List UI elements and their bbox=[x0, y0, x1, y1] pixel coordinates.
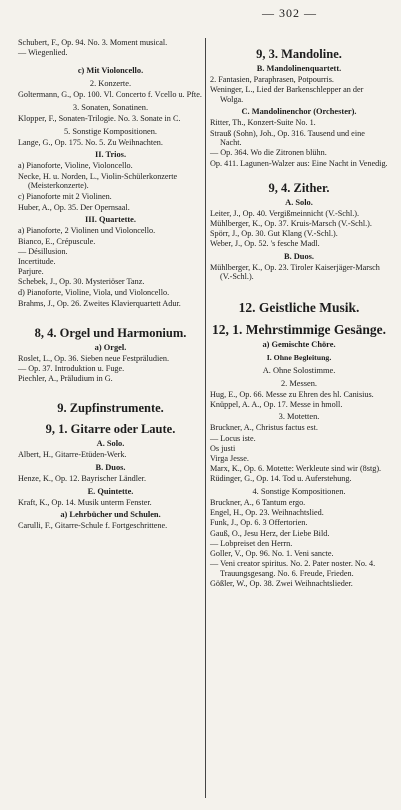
catalog-entry: Marx, K., Op. 6. Motette: Werkleute sind wir (8stg). bbox=[210, 464, 382, 474]
catalog-entry: Virga Jesse. bbox=[210, 454, 249, 463]
subsection-heading: a) Gemischte Chöre. bbox=[262, 339, 336, 349]
catalog-entry: Incertitude. bbox=[18, 257, 56, 267]
catalog-entry: — Op. 37. Introduktion u. Fuge. bbox=[18, 364, 125, 374]
catalog-entry: 2. Fantasien, Paraphrasen, Potpourris. bbox=[210, 75, 334, 84]
catalog-entry: Os justi bbox=[210, 443, 236, 453]
catalog-entry: Gauß, O., Jesu Herz, der Liebe Bild. bbox=[210, 528, 330, 538]
subsection-heading: B. Duos. bbox=[95, 463, 126, 472]
subsection-heading: a) Orgel. bbox=[94, 342, 127, 352]
section-heading: 12. Geistliche Musik. bbox=[238, 299, 360, 315]
subsection-heading: B. Mandolinenquartett. bbox=[256, 64, 342, 73]
catalog-entry: Bruckner, A., 6 Tantum ergo. bbox=[210, 497, 306, 507]
catalog-entry: — Op. 364. Wo die Zitronen blühn. bbox=[210, 148, 327, 158]
catalog-entry: Mühlberger, K., Op. 23. Tiroler Kaiserjäger-Marsch (V.-Schl.). bbox=[210, 262, 380, 282]
catalog-entry: Piechler, A., Präludium in G. bbox=[18, 374, 113, 384]
section-heading: 9, 1. Gitarre oder Laute. bbox=[45, 422, 176, 437]
subsection-heading: E. Quintette. bbox=[87, 486, 134, 496]
catalog-entry: Spörr, J., Op. 30. Gut Klang (V.-Schl.). bbox=[210, 229, 338, 239]
catalog-entry: Henze, K., Op. 12. Bayrischer Ländler. bbox=[18, 474, 147, 483]
catalog-entry: Rüdinger, G., Op. 14. Tod u. Auferstehung. bbox=[210, 474, 352, 484]
catalog-entry: Weber, J., Op. 52. 's fesche Madl. bbox=[210, 239, 320, 249]
catalog-entry: Weninger, L., Lied der Barkenschlepper an der Wolga. bbox=[210, 85, 364, 104]
instrumentation-label: a) Pianoforte, 2 Violinen und Violoncello. bbox=[18, 226, 156, 236]
catalog-entry: Leiter, J., Op. 40. Vergißmeinnicht (V.-Schl.). bbox=[210, 208, 360, 218]
left-column bbox=[18, 38, 203, 531]
catalog-entry: Parjure. bbox=[18, 267, 44, 277]
spacer bbox=[210, 283, 388, 293]
right-column bbox=[210, 40, 388, 589]
section-heading: 8, 4. Orgel und Harmonium. bbox=[34, 325, 187, 340]
catalog-entry: Albert, H., Gitarre-Etüden-Werk. bbox=[18, 450, 127, 460]
catalog-entry: Necke, H. u. Norden, L., Violin-Schülerkonzerte (Meisterkonzerte). bbox=[18, 171, 178, 191]
catalog-entry: Kraft, K., Op. 14. Musik unterm Fenster. bbox=[18, 497, 152, 507]
catalog-entry: Strauß (Sohn), Joh., Op. 316. Tausend und eine Nacht. bbox=[210, 128, 365, 148]
spacer bbox=[18, 309, 203, 319]
section-heading: 9, 4. Zither. bbox=[268, 180, 330, 195]
catalog-entry: — Locus iste. bbox=[210, 433, 256, 443]
catalog-entry: Brahms, J., Op. 26. Zweites Klavierquartett Adur. bbox=[18, 298, 181, 308]
section-heading: 12, 1. Mehrstimmige Gesänge. bbox=[212, 321, 386, 337]
subsection-heading: 4. Sonstige Kompositionen. bbox=[252, 486, 346, 496]
catalog-entry: Mühlberger, K., Op. 37. Kruis-Marsch (V.-Schl.). bbox=[210, 218, 372, 228]
catalog-entry: Lange, G., Op. 175. No. 5. Zu Weihnachten. bbox=[18, 137, 163, 147]
subsection-heading: A. Solo. bbox=[285, 197, 313, 207]
catalog-entry: — Wiegenlied. bbox=[18, 48, 68, 58]
instrumentation-label: a) Pianoforte, Violine, Violoncello. bbox=[18, 161, 133, 171]
spacer bbox=[18, 384, 203, 394]
catalog-entry: Schebek, J., Op. 30. Mysteriöser Tanz. bbox=[18, 277, 145, 287]
catalog-entry: Roslet, L., Op. 36. Sieben neue Festpräludien. bbox=[18, 353, 169, 363]
subsection-heading: 2. Konzerte. bbox=[89, 79, 132, 89]
catalog-entry: — Lobpreiset den Herrn. bbox=[210, 538, 293, 548]
catalog-entry: Bruckner, A., Christus factus est. bbox=[210, 423, 318, 433]
catalog-entry: Gößler, W., Op. 38. Zwei Weihnachtslieder. bbox=[210, 578, 353, 588]
instrumentation-label: d) Pianoforte, Violine, Viola, und Violoncello. bbox=[18, 288, 170, 298]
catalog-entry: Klopper, F., Sonaten-Trilogie. No. 3. Sonate in C. bbox=[18, 113, 181, 123]
spacer bbox=[210, 169, 388, 174]
catalog-entry: Huber, A., Op. 35. Der Opernsaal. bbox=[18, 202, 130, 212]
spacer bbox=[18, 58, 203, 63]
subsection-heading: 3. Sonaten, Sonatinen. bbox=[72, 102, 149, 112]
subsection-heading: B. Duos. bbox=[283, 251, 315, 261]
subsection-heading: A. Solo. bbox=[96, 439, 125, 449]
catalog-entry: Op. 411. Lagunen-Walzer aus: Eine Nacht in Venedig. bbox=[210, 158, 388, 168]
subsection-heading: 5. Sonstige Kompositionen. bbox=[63, 126, 158, 136]
catalog-entry: Hug, E., Op. 66. Messe zu Ehren des hl. Canisius. bbox=[210, 389, 374, 399]
subsection-heading: A. Ohne Solostimme. bbox=[262, 365, 336, 375]
subsection-heading: a) Lehrbücher und Schulen. bbox=[60, 510, 161, 520]
catalog-entry: Knüppel, A. A., Op. 17. Messe in hmoll. bbox=[210, 399, 343, 409]
subsection-heading: II. Trios. bbox=[94, 150, 127, 160]
section-heading: 9. Zupfinstrumente. bbox=[57, 401, 164, 416]
catalog-entry: — Veni creator spiritus. No. 2. Pater noster. No. 4. Trauungsgesang. No. 6. Freude, Frieden. bbox=[210, 559, 376, 578]
page-number: — 302 — bbox=[262, 6, 317, 20]
subsection-heading: 2. Messen. bbox=[280, 378, 318, 388]
catalog-entry: — Désillusion. bbox=[18, 246, 68, 256]
catalog-entry: Ritter, Th., Konzert-Suite No. 1. bbox=[210, 118, 316, 128]
catalog-entry: Carulli, F., Gitarre-Schule f. Fortgeschrittene. bbox=[18, 521, 168, 531]
subsection-heading: c) Mit Violoncello. bbox=[77, 66, 144, 76]
section-heading: 9, 3. Mandoline. bbox=[256, 47, 342, 61]
catalog-entry: Schubert, F., Op. 94. No. 3. Moment musical. bbox=[18, 38, 168, 47]
subsection-heading: I. Ohne Begleitung. bbox=[266, 352, 332, 362]
catalog-entry: Goller, V., Op. 96. No. 1. Veni sancte. bbox=[210, 548, 334, 558]
subsection-heading: III. Quartette. bbox=[85, 215, 136, 225]
catalog-entry: Funk, J., Op. 6. 3 Offertorien. bbox=[210, 518, 308, 528]
instrumentation-label: c) Pianoforte mit 2 Violinen. bbox=[18, 191, 112, 201]
subsection-heading: C. Mandolinenchor (Orchester). bbox=[241, 107, 357, 117]
catalog-entry: Engel, H., Op. 23. Weihnachtslied. bbox=[210, 508, 324, 518]
catalog-entry: Bianco, E., Crépuscule. bbox=[18, 236, 96, 246]
catalog-entry: Goltermann, G., Op. 100. Vl. Concerto f. Vcello u. Pfte. bbox=[18, 90, 202, 100]
column-divider bbox=[205, 38, 206, 798]
subsection-heading: 3. Motetten. bbox=[278, 412, 320, 422]
